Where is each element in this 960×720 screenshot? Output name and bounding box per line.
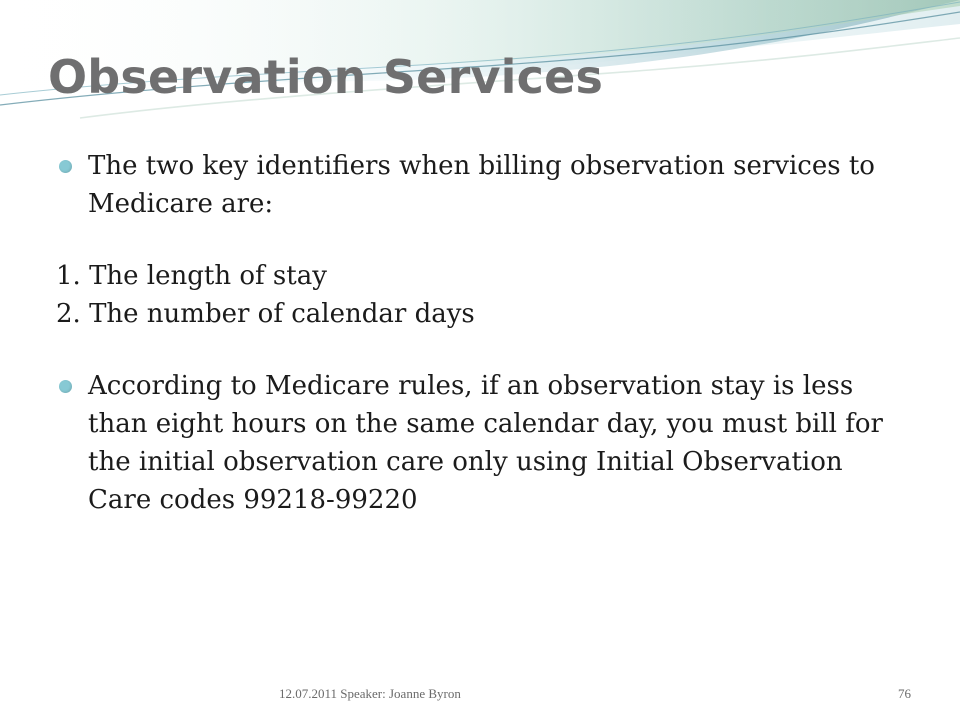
slide-content (56, 147, 906, 519)
slide-footer (0, 686, 960, 706)
slide-title: Observation Services (48, 50, 604, 104)
footer-speaker-text: 12.07.2011 Speaker: Joanne Byron (279, 686, 461, 701)
bullet-marker (59, 380, 72, 393)
bullet-item-medicare-rules (56, 367, 906, 519)
identifier-list (56, 257, 906, 333)
bullet-text-key-identifiers: The two key identifiers when billing observation services to Medicare are: (88, 151, 875, 219)
bullet-item-key-identifiers (56, 147, 906, 223)
bullet-marker (59, 160, 72, 173)
identifier-item: 1. The length of stay (56, 261, 327, 291)
page-number: 76 (898, 686, 911, 701)
content-spacer (56, 223, 906, 257)
content-spacer (56, 333, 906, 367)
bullet-text-medicare-rules: According to Medicare rules, if an observation stay is less than eight hours on the same calendar day, you must bill for the initial observation care only using Initial Observation Care codes 99218-99220 (88, 371, 883, 515)
identifier-item: 2. The number of calendar days (56, 299, 475, 329)
